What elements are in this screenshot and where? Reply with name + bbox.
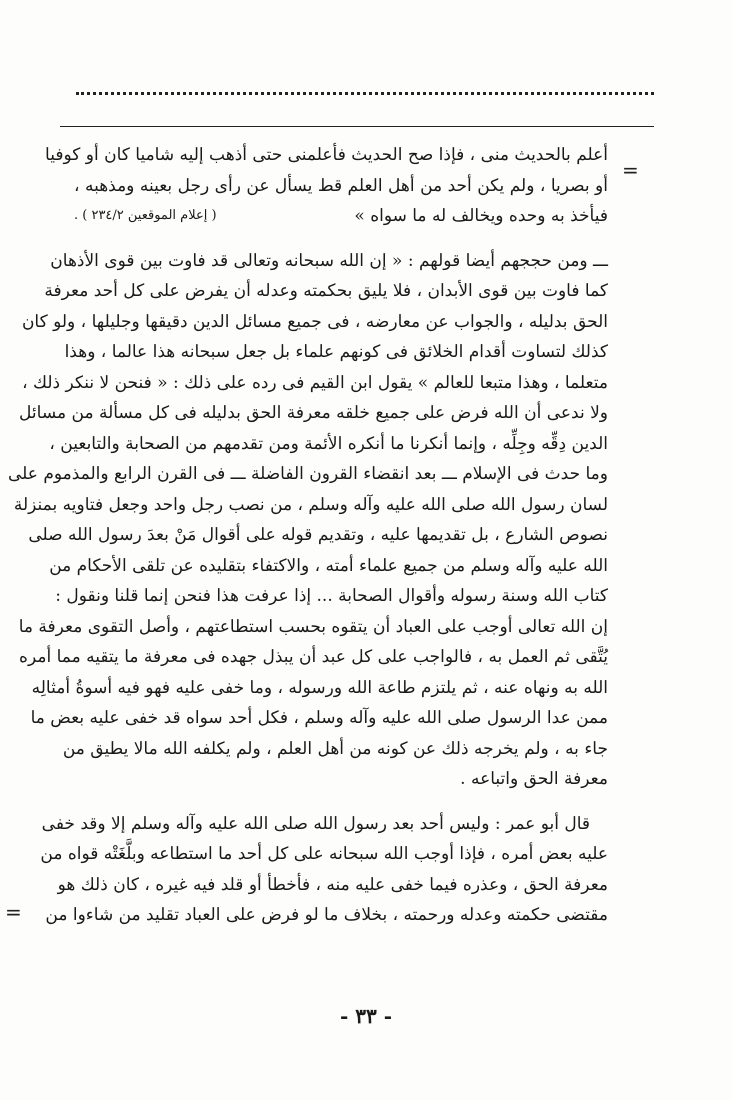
source-citation: ( إعلام الموقعين ٢٣٤/٢ ) . [74,208,217,223]
page-body [7,140,608,931]
text-line: معرفة الحق واتباعه . [460,769,608,789]
text-line: كذلك لتساوت أقدام الخلائق فى كونهم علماء بل جعل سبحانه هذا عالما ، وهذا [64,342,608,362]
text-line: لسان رسول الله صلى الله عليه وآله وسلم ، من نصب رجل واحد وجعل فتاويه بمنزلة [13,494,608,515]
text-line: مقتضى حكمته وعدله ورحمته ، بخلاف ما لو فرض على العباد تقليد من شاءوا من [45,905,608,925]
text-line: الله به ونهاه عنه ، ثم يلتزم طاعة الله ورسوله ، وما خفى عليه فهو فيه أسوةُ أمثالِه [31,677,608,698]
text-line: متعلما ، وهذا متبعا للعالم » يقول ابن القيم فى رده على ذلك : « فنحن لا ننكر ذلك ، [22,372,608,393]
paragraph-1-end: فيأخذ به وحده ويخالف له ما سواه » [354,206,608,226]
text-line: كتاب الله وسنة رسوله وأقوال الصحابة ... إذا عرفت هذا فنحن إنما قلنا ونقول : [55,586,608,606]
text-line: ـــ ومن حججهم أيضا قولهم : « إن الله سبحانه وتعالى قد فاوت بين قوى الأذهان [50,250,608,271]
paragraph-3 [40,809,608,931]
text-line: عليه بعض أمره ، فإذا أوجب الله سبحانه على كل أحد ما استطاعه وبلَّغَتْه قواه من [40,844,608,864]
paragraph-1 [45,140,608,232]
footnote-continuation-mark-bottom: = [5,900,22,924]
text-line: نصوص الشارع ، بل تقديمها عليه ، وتقديم قوله على أقوال مَنْ بعدَ رسول الله صلى [28,525,608,545]
footnote-continuation-mark-top: = [622,158,639,182]
text-line: جاء به ، ولم يخرجه ذلك عن كونه من أهل العلم ، ولم يكلفه الله مالا يطيق من [62,738,608,759]
text-line: الدين دِقِّه وجِلِّه ، وإنما أنكرنا ما أنكره الأئمة ومن تقدمهم من الصحابة والتابعين ، [49,433,608,454]
text-line: الله عليه وآله وسلم من جميع علماء أمته ، والاكتفاء بتقليده عن تلقى الأحكام من [49,555,608,576]
text-line: يُتَّقى ثم العمل به ، فالواجب على كل عبد أن يبذل جهده فى معرفة ما يتقيه مما أمره [19,647,608,667]
text-line: معرفة الحق ، وعذره فيما خفى عليه منه ، فأخطأ أو قلد فيه غيره ، كان ذلك هو [57,874,608,895]
text-line: وما حدث فى الإسلام ـــ بعد انقضاء القرون الفاضلة ـــ فى القرن الرابع والمذموم على [7,464,608,484]
dotted-separator [76,86,654,95]
text-line: الحق بدليله ، والجواب عن معارضه ، فى جميع مسائل الدين دقيقها وجليلها ، ولو كان [21,311,608,332]
text-line: قال أبو عمر : وليس أحد بعد رسول الله صلى الله عليه وآله وسلم إلا وقد خفى [41,813,590,834]
text-line: إن الله تعالى أوجب على العباد أن يتقوه بحسب استطاعتهم ، وأصل التقوى معرفة ما [18,616,608,637]
page-number: - ٣٣ - [339,1004,392,1028]
text-line: ممن عدا الرسول صلى الله عليه وآله وسلم ، فكل أحد سواه قد خفى عليه بعض ما [30,708,608,728]
text-line: أو بصريا ، ولم يكن أحد من أهل العلم قط يسأل عن رأى رجل بعينه ومذهبه ، [74,175,608,196]
paragraph-2 [7,246,608,795]
text-line [74,201,608,232]
text-line: أعلم بالحديث منى ، فإذا صح الحديث فأعلمنى حتى أذهب إليه شاميا كان أو كوفيا [45,145,608,165]
text-line: كما فاوت بين قوى الأبدان ، فلا يليق بحكمته وعدله أن يفرض على كل أحد معرفة [44,281,608,301]
header-rule [60,126,654,127]
text-line: ولا ندعى أن الله فرض على جميع خلقه معرفة الحق بدليله فى كل مسألة من مسائل [19,403,608,423]
